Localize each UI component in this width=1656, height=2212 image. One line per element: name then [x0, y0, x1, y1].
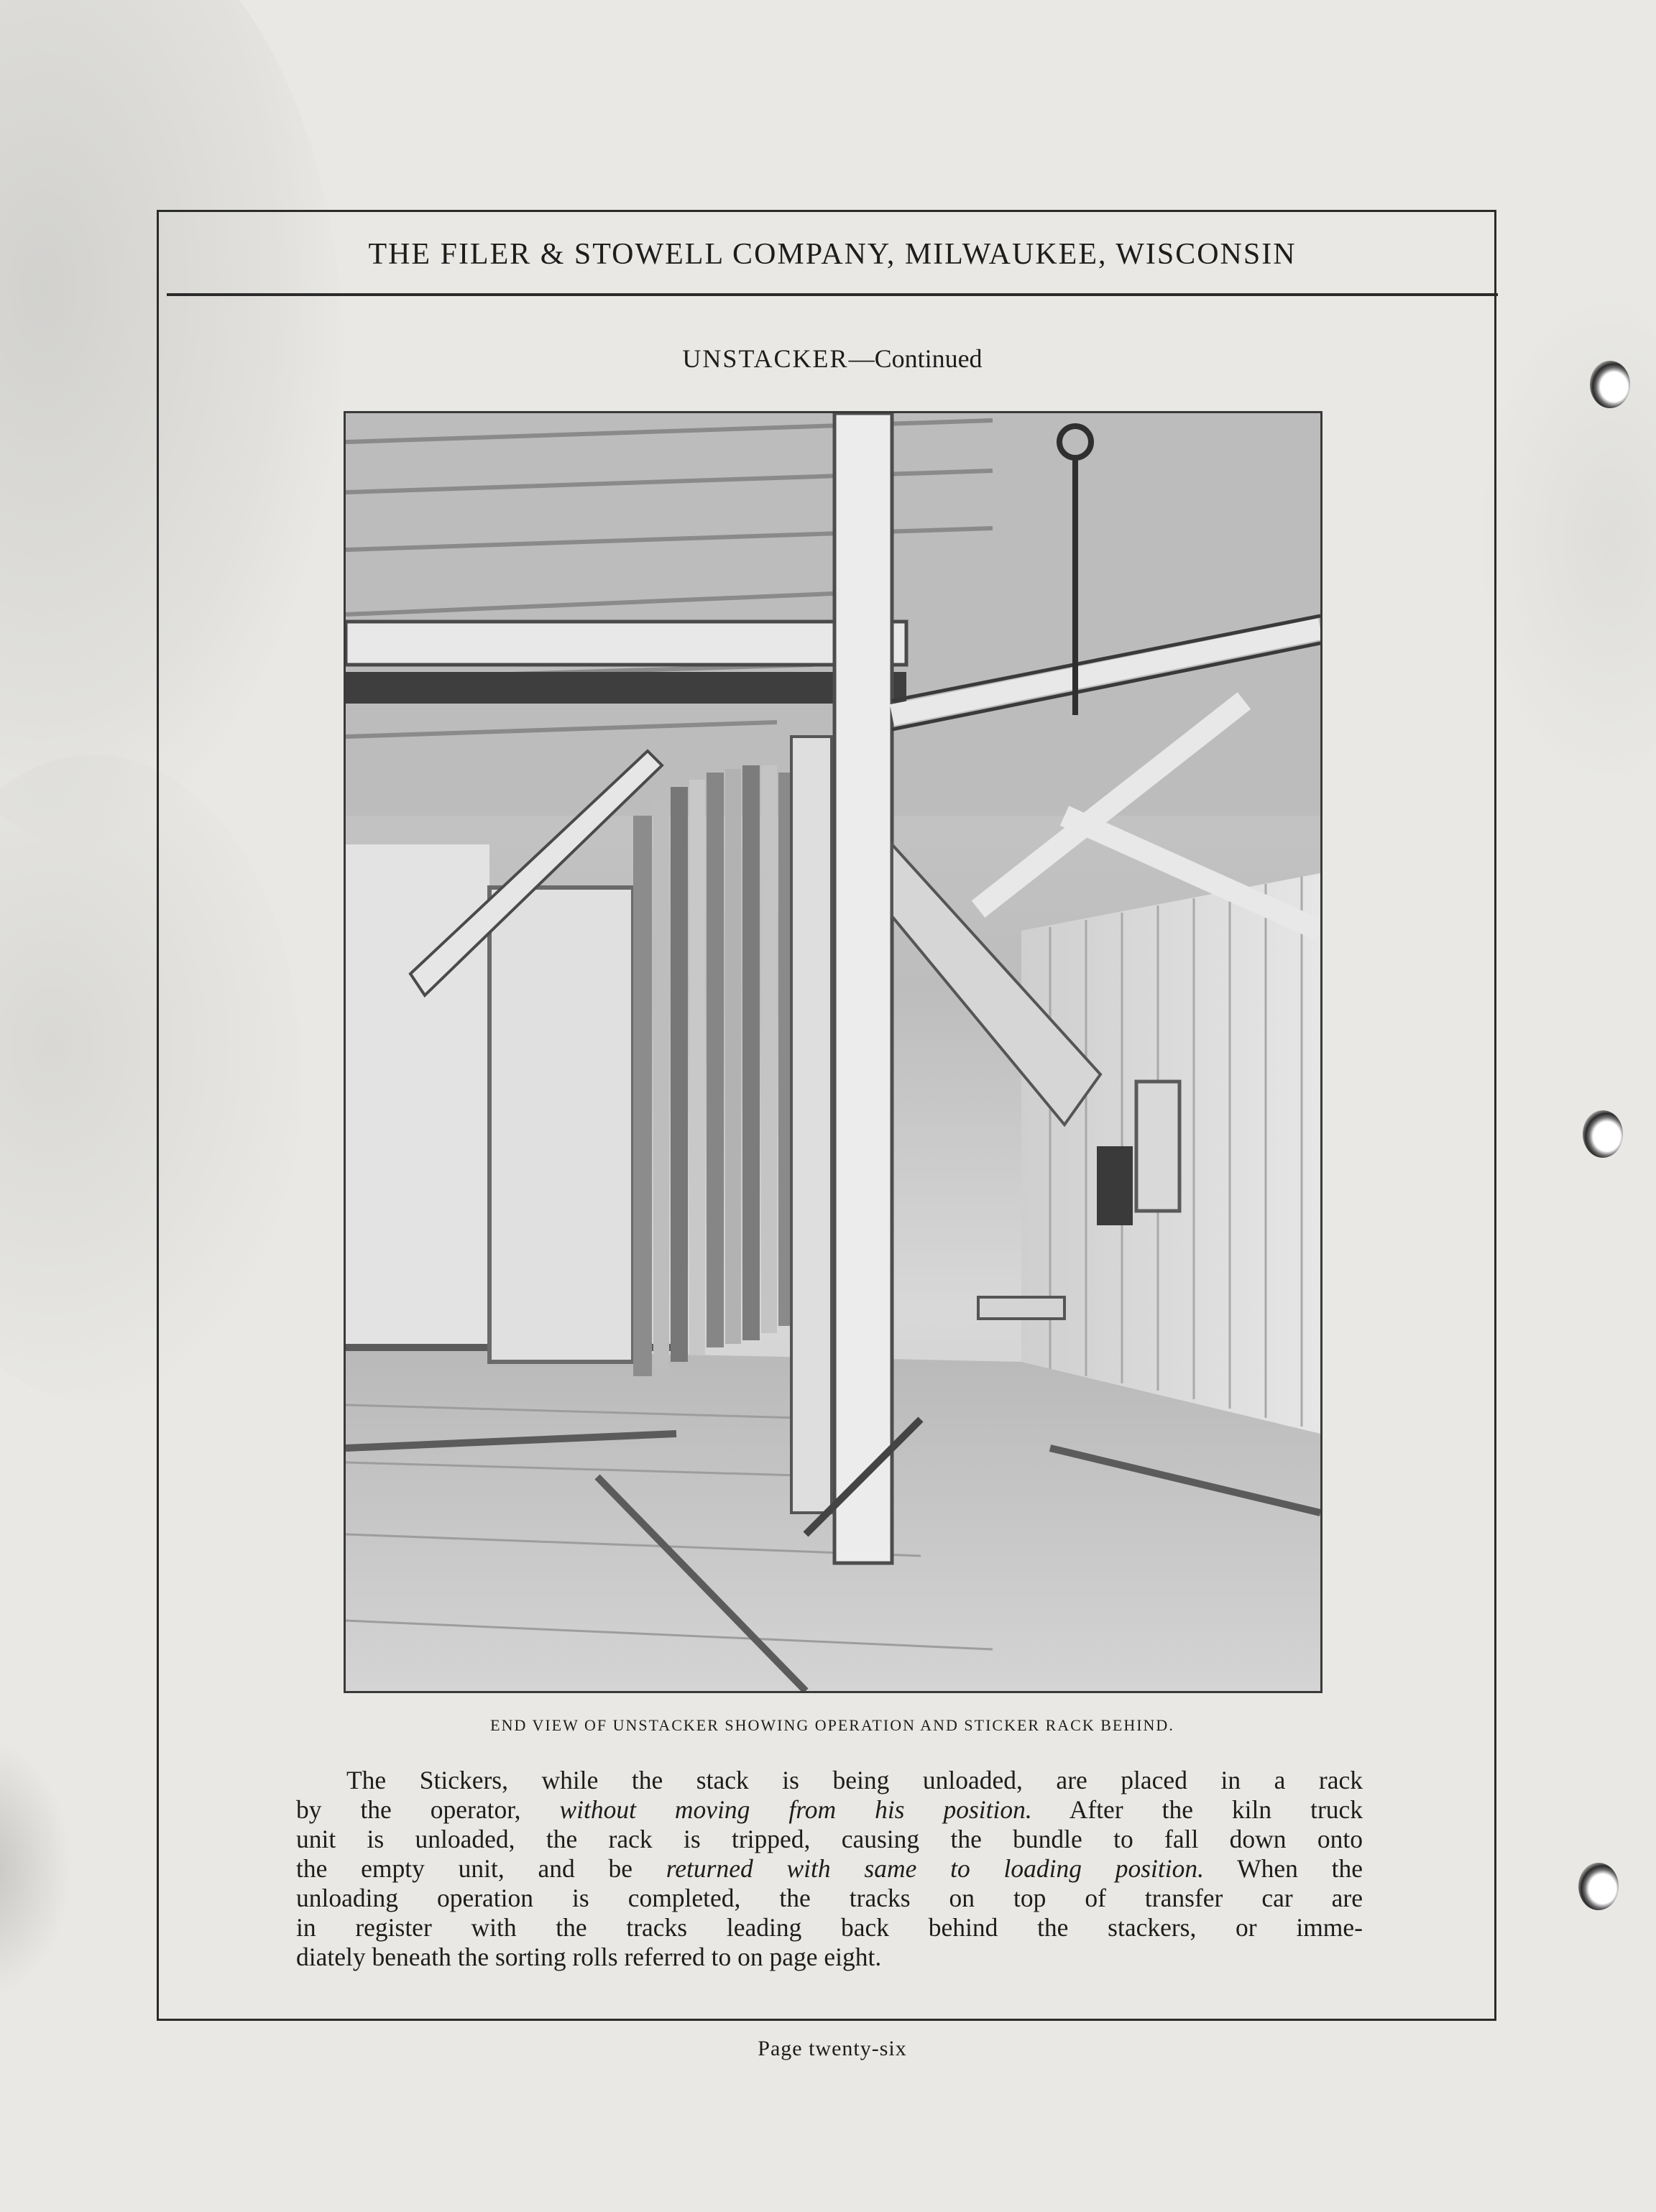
wall-window	[1097, 1146, 1133, 1225]
body-text-segment: the empty unit, and be	[296, 1854, 633, 1883]
unstacker-photograph	[344, 411, 1322, 1693]
binder-hole	[1578, 1863, 1619, 1910]
body-line-4	[296, 1854, 1363, 1884]
carriage-beam-lower	[346, 672, 906, 704]
page-number: Page twenty-six	[758, 2037, 907, 2060]
binder-hole	[1590, 361, 1630, 408]
water-stain	[1473, 287, 1656, 791]
section-title	[167, 344, 1498, 374]
body-paragraph	[296, 1766, 1363, 1972]
body-text-segment: The Stickers, while the stack is being unloaded, are placed in a rack	[346, 1766, 1363, 1794]
body-text-segment: When the	[1237, 1854, 1363, 1883]
body-line-2	[296, 1795, 1363, 1825]
body-line-7: diately beneath the sorting rolls referred to on page eight.	[296, 1943, 882, 1971]
section-title-main: UNSTACKER	[682, 344, 849, 373]
stacked-boards	[633, 765, 794, 1376]
section-title-suffix: —Continued	[848, 344, 983, 373]
binder-hole	[1583, 1110, 1623, 1158]
running-head: THE FILER & STOWELL COMPANY, MILWAUKEE, WISCONSIN	[368, 238, 1297, 271]
wall-door	[1136, 1082, 1179, 1211]
body-text-segment: by the operator,	[296, 1795, 521, 1824]
body-emphasis: without moving from his position.	[559, 1795, 1032, 1824]
carriage-beam-upper	[346, 622, 906, 665]
photo-caption: END VIEW OF UNSTACKER SHOWING OPERATION AND STICKER RACK BEHIND.	[490, 1716, 1174, 1734]
body-line-6: in register with the tracks leading back behind the stackers, or imme-	[296, 1913, 1363, 1942]
body-line-3: unit is unloaded, the rack is tripped, causing the bundle to fall down onto	[296, 1825, 1363, 1853]
body-line-1	[296, 1766, 1363, 1795]
sticker-rack-shelf	[978, 1297, 1064, 1319]
lumber-stack-face	[489, 888, 633, 1362]
main-post	[834, 413, 892, 1563]
body-emphasis: returned with same to loading position.	[666, 1854, 1204, 1883]
photograph-illustration	[346, 413, 1320, 1691]
body-text-segment: After the kiln truck	[1069, 1795, 1363, 1824]
water-stain	[0, 1739, 72, 1998]
header-rule	[167, 293, 1498, 296]
body-line-5: unloading operation is completed, the tracks on top of transfer car are	[296, 1884, 1363, 1912]
secondary-post	[791, 737, 832, 1513]
